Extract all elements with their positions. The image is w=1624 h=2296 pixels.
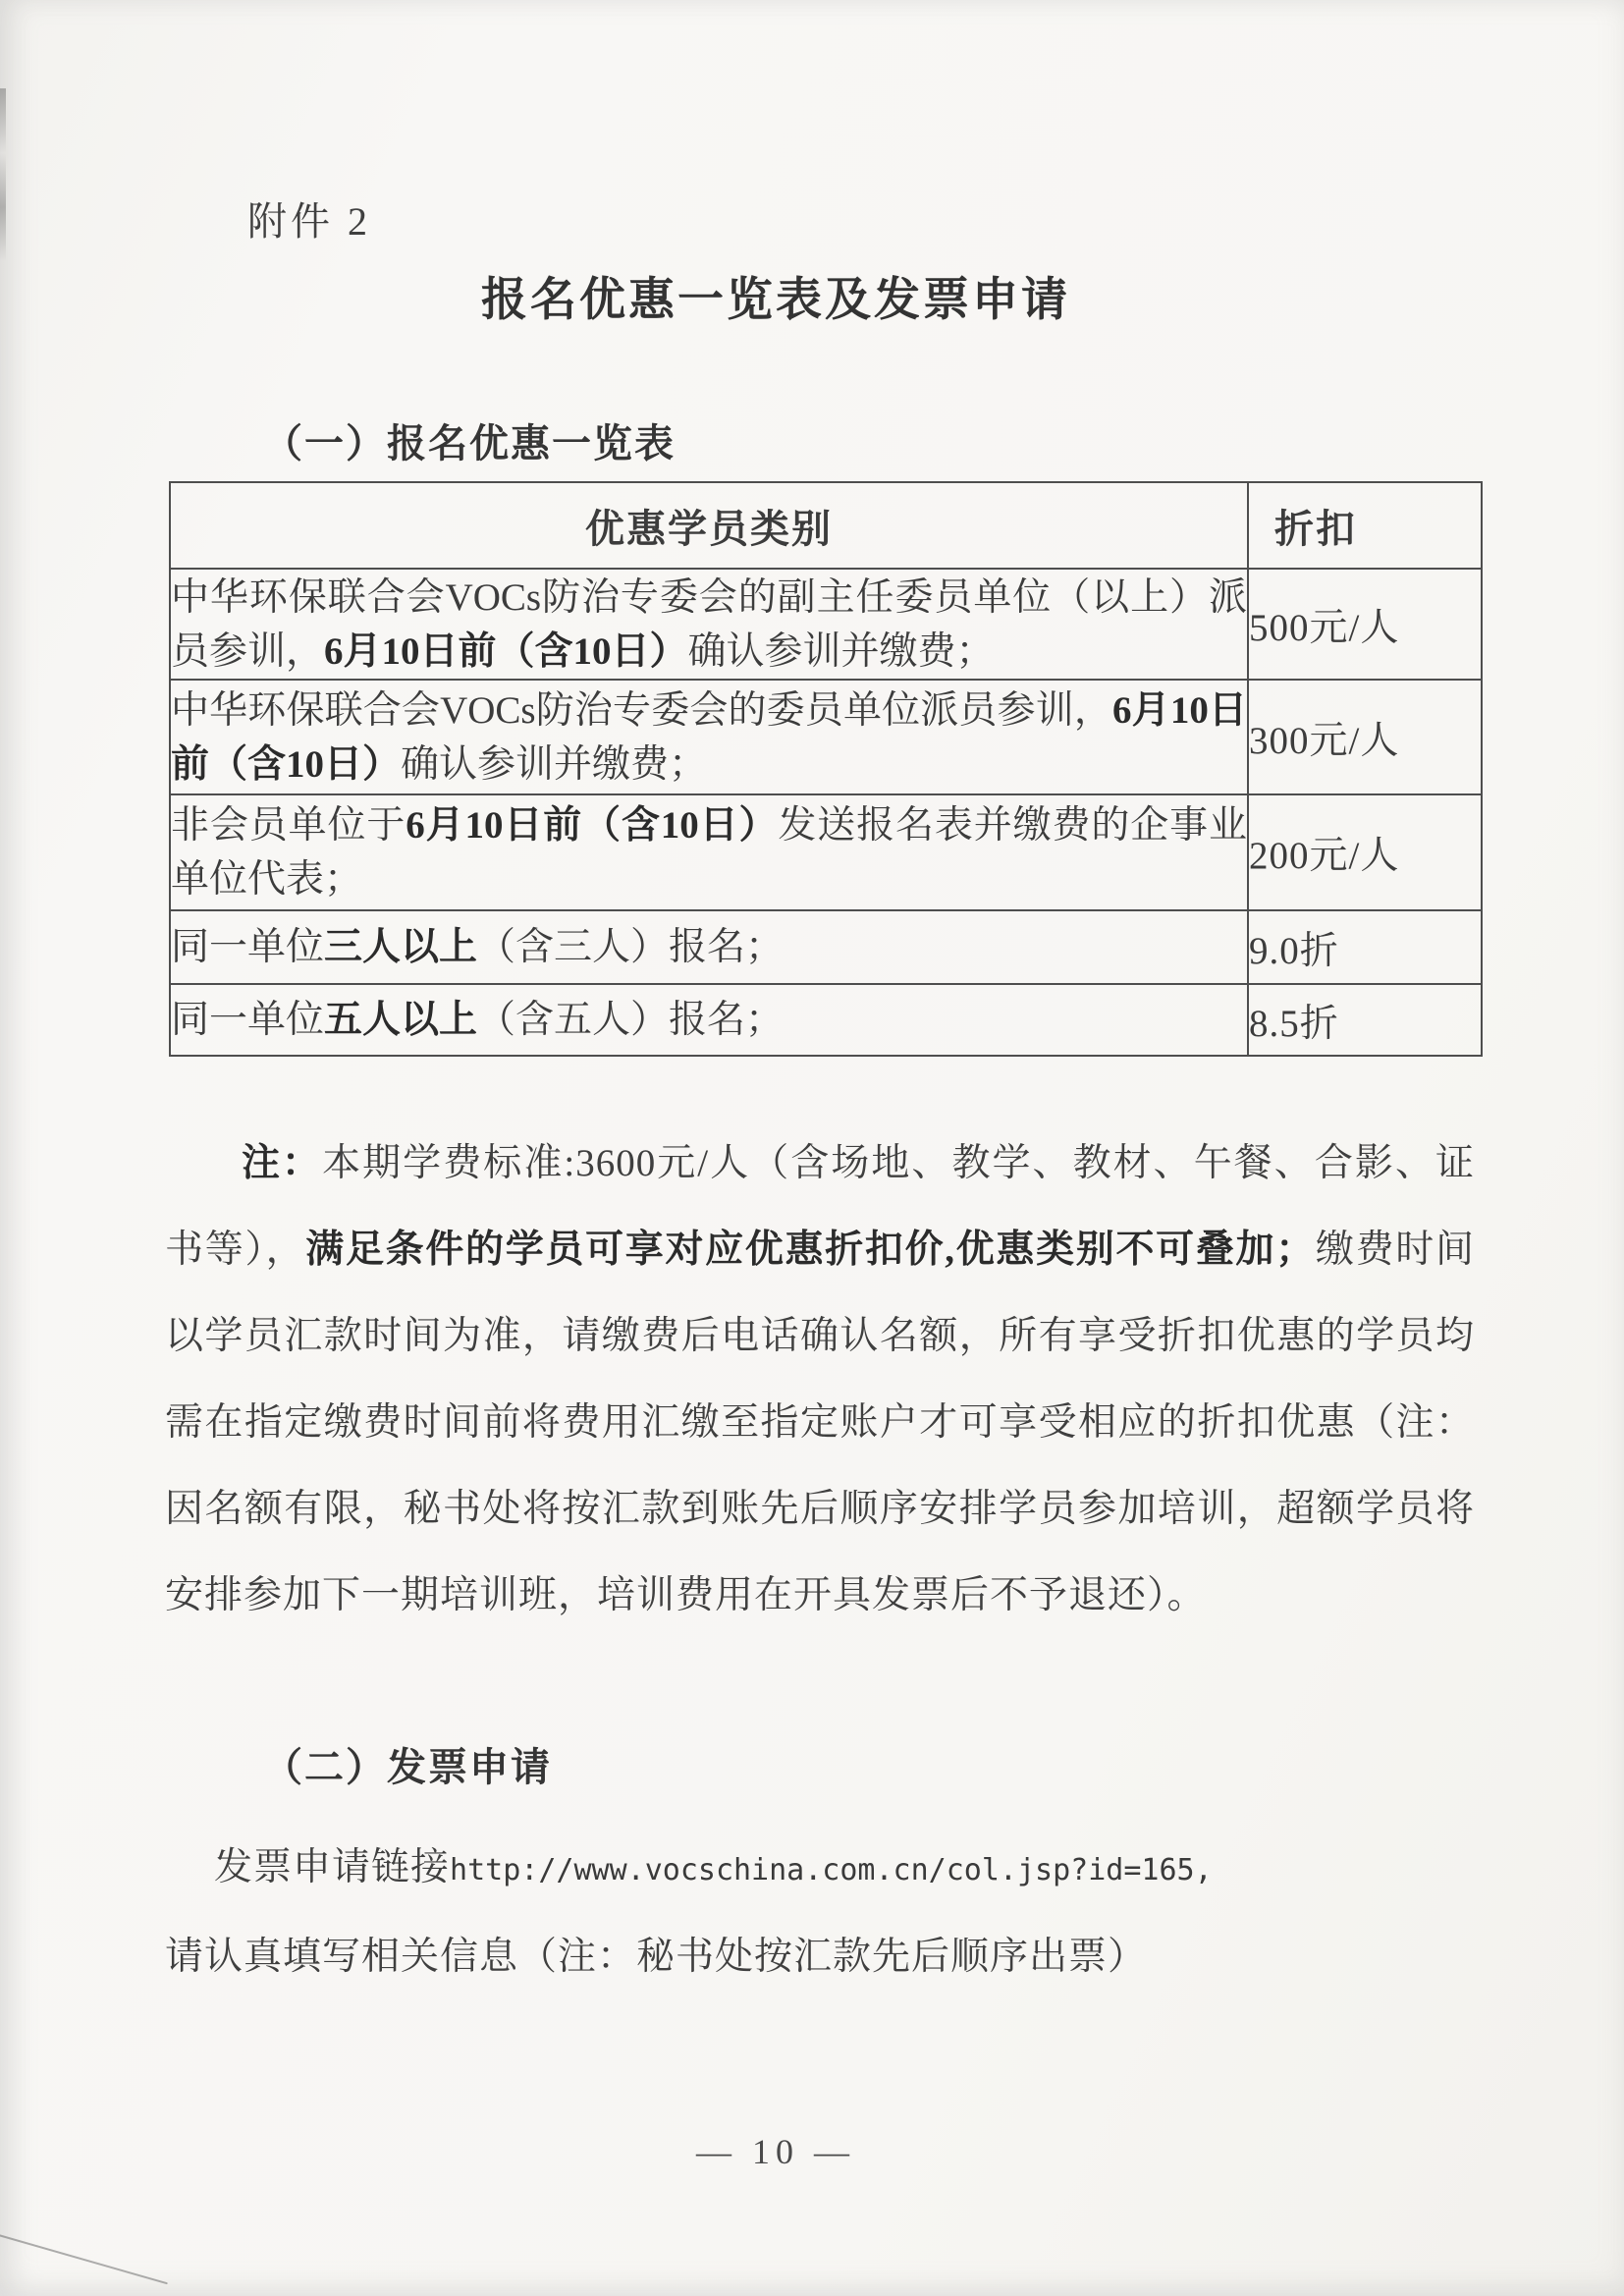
text-segment: 满足条件的学员可享对应优惠折扣价,优惠类别不可叠加； — [305, 1229, 1316, 1271]
discount-cell: 500元/人 — [1248, 569, 1482, 680]
text-segment: 中华环保联合会VOCs防治专委会的委员单位派员参训， — [171, 688, 1113, 732]
column-header-discount: 折扣 — [1248, 482, 1482, 569]
text-segment: 确认参训并缴费； — [401, 742, 708, 786]
section1-heading: （一）报名优惠一览表 — [263, 421, 676, 465]
attachment-label: 附件 2 — [247, 199, 371, 244]
text-segment: （含五人）报名； — [477, 999, 785, 1041]
discount-cell: 8.5折 — [1248, 984, 1482, 1056]
text-segment: （含三人）报名； — [477, 926, 785, 968]
text-segment: 五人以上 — [324, 999, 478, 1041]
text-segment: 同一单位 — [171, 999, 325, 1041]
invoice-line — [165, 1914, 1475, 2000]
category-cell — [170, 569, 1248, 680]
column-header-category: 优惠学员类别 — [170, 482, 1248, 569]
text-segment: 中华环保联合会VOCs防治专委会的副主任委员单位（以上）派员参训， — [171, 575, 1247, 673]
text-segment: 缴费时间以学员汇款时间为准，请缴费后电话确认名额，所有享受折扣优惠的学员均需在指定缴费时间前将费用汇缴至指定账户才可享受相应的折扣优惠（注：因名额有限，秘书处将按汇款到账先后顺序安排学员参加培训，超额学员将安排参加下一期培训班，培训费用在开具发票后不予退还）。 — [165, 1229, 1475, 1616]
invoice-paragraph — [165, 1825, 1475, 2000]
category-cell — [170, 984, 1248, 1056]
text-segment: 请认真填写相关信息（注：秘书处按汇款先后顺序出票） — [165, 1936, 1148, 1978]
table-row — [170, 794, 1482, 910]
category-cell — [170, 680, 1248, 794]
category-cell — [170, 794, 1248, 910]
category-cell — [170, 910, 1248, 984]
scan-crease-artifact — [0, 2231, 168, 2284]
section2-heading: （二）发票申请 — [263, 1745, 552, 1789]
text-segment: 三人以上 — [324, 926, 478, 968]
note-paragraph — [165, 1121, 1475, 1639]
page-number: — 10 — — [696, 2132, 855, 2171]
discount-table — [169, 481, 1483, 1057]
text-segment: 6月10日前（含10日） — [324, 629, 688, 673]
discount-cell: 200元/人 — [1248, 794, 1482, 910]
table-header-row — [170, 482, 1482, 569]
table-row — [170, 680, 1482, 794]
document-title: 报名优惠一览表及发票申请 — [481, 275, 1070, 326]
text-segment: 本期学费标准:3600元/人（含场地、教学、教材、午餐、合影、证书等）， — [165, 1142, 1475, 1271]
text-segment: 同一单位 — [171, 926, 325, 968]
invoice-line — [165, 1825, 1475, 1914]
table-row — [170, 984, 1482, 1056]
discount-cell: 300元/人 — [1248, 680, 1482, 794]
discount-cell: 9.0折 — [1248, 910, 1482, 984]
text-segment: 非会员单位于 — [171, 804, 406, 847]
text-segment: 确认参训并缴费； — [687, 629, 995, 673]
text-segment: 注： — [242, 1142, 323, 1184]
text-segment: 发票申请链接 — [214, 1846, 451, 1888]
text-segment: 6月10日前（含10日） — [171, 688, 1247, 786]
text-segment: 6月10日前（含10日） — [406, 804, 779, 847]
table-row — [170, 569, 1482, 680]
invoice-url-text: http://www.vocschina.com.cn/col.jsp?id=165, — [450, 1853, 1213, 1887]
table-row — [170, 910, 1482, 984]
text-segment: 发送报名表并缴费的企事业单位代表； — [171, 804, 1247, 901]
